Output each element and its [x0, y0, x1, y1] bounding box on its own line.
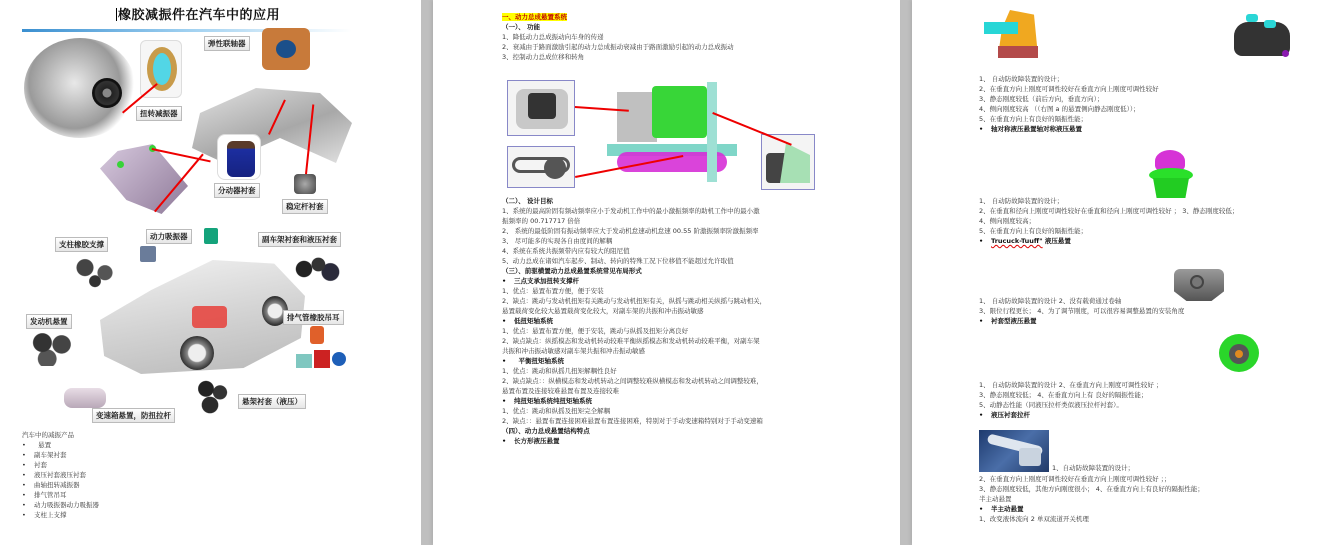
list-item: • 悬置 — [22, 440, 99, 450]
document-page-1 — [0, 0, 421, 545]
section-design-features-5 — [979, 474, 1204, 524]
mount-image-top-left — [507, 80, 575, 136]
subheading-function: （一）、 功能 — [502, 23, 541, 31]
function-item: 2、衰减由于路面激励引起的动力总成振动衰减由于路面激励引起的动力总成振动 — [502, 43, 734, 51]
function-item: 3、控制动力总成位移和转角 — [502, 53, 585, 61]
label-subframe-bushing: 副车架衬套和液压衬套 — [258, 232, 341, 247]
feature-item: 3、静态刚度较低（前后方向，垂直方向）； — [979, 95, 1104, 103]
label-dynamic-absorber: 动力吸振器 — [146, 229, 192, 244]
bullet-axisymmetric-mount: • 轴对称液压悬置轴对称液压悬置 — [979, 124, 1159, 134]
feature-item: 2、在垂直方向上刚度可调性较好在垂直方向上刚度可调性较好 — [979, 85, 1159, 93]
feature-item: 1、 自动防故障装置的设计 2、在垂直方向上刚度可调性较好 ； — [979, 381, 1163, 389]
layout-line: 1、优点：悬置布置方便，便于安装 — [502, 287, 604, 295]
flex-coupling-image — [262, 28, 310, 70]
layout-line: 悬置载荷变化较大悬置载荷变化较大，对副车架的共振和冲击振动敏感 — [502, 307, 704, 315]
slide-car-diagram — [22, 226, 352, 422]
hydro-rod-image — [979, 430, 1049, 472]
feature-item: 2、在垂直和径向上刚度可调性较好在垂直和径向上刚度可调性较好 ； 3、静态刚度较低； — [979, 207, 1239, 215]
layout-line: 2、缺点缺点：纵摇模态和发动机转动较难平衡纵摇模态和发动机转动较难平衡，对副车架 — [502, 337, 760, 345]
bullet-semi-active-mount: • 半主动悬置 — [979, 504, 1204, 514]
subframe-bushing-parts-image — [292, 254, 340, 284]
label-transfer-case-bushing: 分动器衬套 — [214, 183, 260, 198]
pulley-icon — [92, 78, 122, 108]
list-item: • 支柱上支撑 — [22, 510, 99, 520]
section-design-features-4 — [979, 380, 1162, 420]
label-exhaust-hanger: 排气管橡胶吊耳 — [283, 310, 344, 325]
section-powertrain — [502, 12, 734, 62]
layout-title: • 纯扭矩轴系统纯扭矩轴系统 — [502, 396, 766, 406]
label-flex-coupling: 弹性联轴器 — [204, 36, 250, 51]
strut-mount-parts-image — [70, 254, 120, 288]
feature-item: 1、 自动防故障装置的设计； — [979, 197, 1064, 205]
mount-image-bottom-left — [507, 146, 575, 188]
label-suspension-bushing: 悬架衬套（液压） — [238, 394, 306, 409]
feature-item: 5、动静态性能（同液压拉杆类似液压拉杆衬套）。 — [979, 401, 1123, 409]
slide-image-components — [22, 26, 352, 221]
feature-item: 3、静态刚度较低，其他方向刚度很小； 4、在垂直方向上有良好的隔振性能； — [979, 485, 1204, 493]
feature-item: 4、侧向刚度较高 （（右图 a 的悬置侧向静态刚度低））； — [979, 105, 1140, 113]
bullet-hydro-bushing-rod: • 液压衬套拉杆 — [979, 410, 1162, 420]
section-design-features-2 — [979, 196, 1238, 246]
axisymmetric-mount-image — [1147, 148, 1195, 202]
list-item: • 排气管吊耳 — [22, 490, 99, 500]
goal-item: 2、 系统的最低阶固有振动频率应大于发动机怠速动机怠速 00.55 阶激振频率阶激振频率 — [502, 227, 759, 235]
label-strut-mount: 支柱橡胶支撑 — [55, 237, 108, 252]
list-heading: 汽车中的减振产品 — [22, 431, 74, 439]
bushing-dot-icon — [117, 161, 124, 168]
feature-item: 1、 自动防故障装置的设计 2、没有载荷通过卷轴 — [979, 297, 1122, 305]
label-engine-mount: 发动机悬置 — [26, 314, 72, 329]
label-torsional-damper: 扭转减振器 — [136, 106, 182, 121]
document-page-2 — [433, 0, 900, 545]
bushing-mount-image — [1217, 330, 1263, 374]
mount-layout-diagram — [503, 76, 803, 191]
feature-item: 半主动悬置 — [979, 495, 1012, 503]
goal-item: 3、 尽可能多的实现各自由度间的解耦 — [502, 237, 613, 245]
layout-line: 1、优点：悬置布置方便，便于安装，跳动与纵摇及扭矩分离良好 — [502, 327, 689, 335]
label-stabilizer-bushing: 稳定杆衬套 — [282, 199, 328, 214]
mount-image-black — [1234, 12, 1292, 60]
list-item: • 液压衬套液压衬套 — [22, 470, 99, 480]
list-item: • 副车架衬套 — [22, 450, 99, 460]
feature-item: 4、侧向刚度较高； — [979, 217, 1036, 225]
feature-item: 2、在垂直方向上刚度可调性较好在垂直方向上刚度可调性较好 ；； — [979, 475, 1171, 483]
layout-line: 1、优点：跳动和纵摇及扭矩完全解耦 — [502, 407, 611, 415]
exhaust-hanger-parts-image — [296, 326, 352, 370]
subheading-structure: （四）、动力总成悬置结构特点 — [502, 427, 590, 435]
feature-item: 3、限位行程更长； 4、为了调节刚度，可以很容易调整悬置的安装角度 — [979, 307, 1185, 315]
wheel-icon — [180, 336, 214, 370]
layout-title: • 三点支承加扭转支撑杆 — [502, 276, 766, 286]
layout-title: • 平衡扭矩轴系统 — [502, 356, 766, 366]
label-transmission-mount: 变速箱悬置，防扭拉杆 — [92, 408, 175, 423]
stabilizer-bushing-image — [294, 174, 316, 194]
list-item: • 曲轴扭转减振器 — [22, 480, 99, 490]
transfer-bushing-image — [217, 134, 261, 180]
bullet-rectangular-hydro-mount: • 长方形液压悬置 — [502, 436, 766, 446]
rear-chassis-image — [192, 68, 352, 168]
layout-line: 共振和冲击振动敏感对副车架共振和冲击振动敏感 — [502, 347, 645, 355]
section-design-features-3 — [979, 296, 1184, 326]
layout-line: 2、缺点：跳动与发动机扭矩有关跳动与发动机扭矩有关，纵摇与跳动相关纵摇与跳动相关， — [502, 297, 767, 305]
subheading-layouts: （三）、前驱横置动力总成悬置系统常见布局形式 — [502, 267, 642, 275]
goal-item: 振频率的 00.717717 倍倍 — [502, 217, 581, 225]
layout-line: 2、缺点：：悬置布置连接困难悬置布置连接困难，特别对于手动变速箱特别对于手动变速箱 — [502, 417, 763, 425]
mount-image-orange — [984, 6, 1044, 62]
dynamic-absorber-part-image — [140, 246, 156, 262]
section-design-features-1 — [979, 74, 1159, 134]
layout-title: • 低扭矩轴系统 — [502, 316, 766, 326]
function-item: 1、降低动力总成振动向车身的传递 — [502, 33, 604, 41]
feature-item: 5、在垂直方向上有良好的隔振性能； — [979, 115, 1088, 123]
subheading-design-goals: （二）、 设计目标 — [502, 197, 554, 205]
feature-item: 1、改变液体流向 2 单双流道开关机理 — [979, 515, 1089, 523]
dynamic-absorber-icon — [204, 228, 218, 244]
feature-item: 1、自动防故障装置的设计； — [1052, 464, 1135, 472]
bullet-trucuck-mount: • Trucuck-Tuuff" 液压悬置 — [979, 236, 1238, 246]
list-item: • 衬套 — [22, 460, 99, 470]
feature-item: 3、静态刚度较低； 4、在垂直方向上有 良好的隔振性能； — [979, 391, 1148, 399]
section-design-features-5-first — [1052, 463, 1134, 473]
page-title: 橡胶减振件在汽车中的应用 — [116, 4, 280, 23]
list-item: • 动力吸振器动力吸振器 — [22, 500, 99, 510]
goal-item: 1、系统的最高阶固有频动频率应小于发动机工作中的最小激振频率的助机工作中的最小激 — [502, 207, 760, 215]
section-heading: 一、动力总成悬置系统 — [502, 13, 567, 21]
feature-item: 5、在垂直方向上有良好的隔振性能； — [979, 227, 1088, 235]
layout-line: 悬置布置及连接较难悬置布置及连接较难 — [502, 387, 619, 395]
layout-line: 1、优点：跳动和纵摇几扭矩解耦性良好 — [502, 367, 617, 375]
feature-item: 1、 自动防故障装置的设计； — [979, 75, 1064, 83]
engine-mount-parts-image — [28, 330, 76, 366]
damper-ring-image — [140, 40, 182, 98]
suspension-bushing-parts-image — [194, 378, 234, 414]
goal-item: 4、系统在系统共振频带内应有较大的阻尼值 — [502, 247, 630, 255]
document-page-3 — [912, 0, 1330, 545]
product-list — [22, 430, 99, 520]
seat-highlight — [192, 306, 227, 328]
bullet-bushing-mount: • 衬套型液压悬置 — [979, 316, 1184, 326]
section-design-goals — [502, 196, 766, 446]
goal-item: 5、动力总成在诸如汽车起步、制动、转向的特殊工况下位移值不能超过允许取值 — [502, 257, 734, 265]
transmission-mount-image — [64, 388, 106, 408]
layout-line: 2、缺点缺点：：纵横模态和发动机转动之间调整较难纵横模态和发动机转动之间调整较难， — [502, 377, 763, 385]
